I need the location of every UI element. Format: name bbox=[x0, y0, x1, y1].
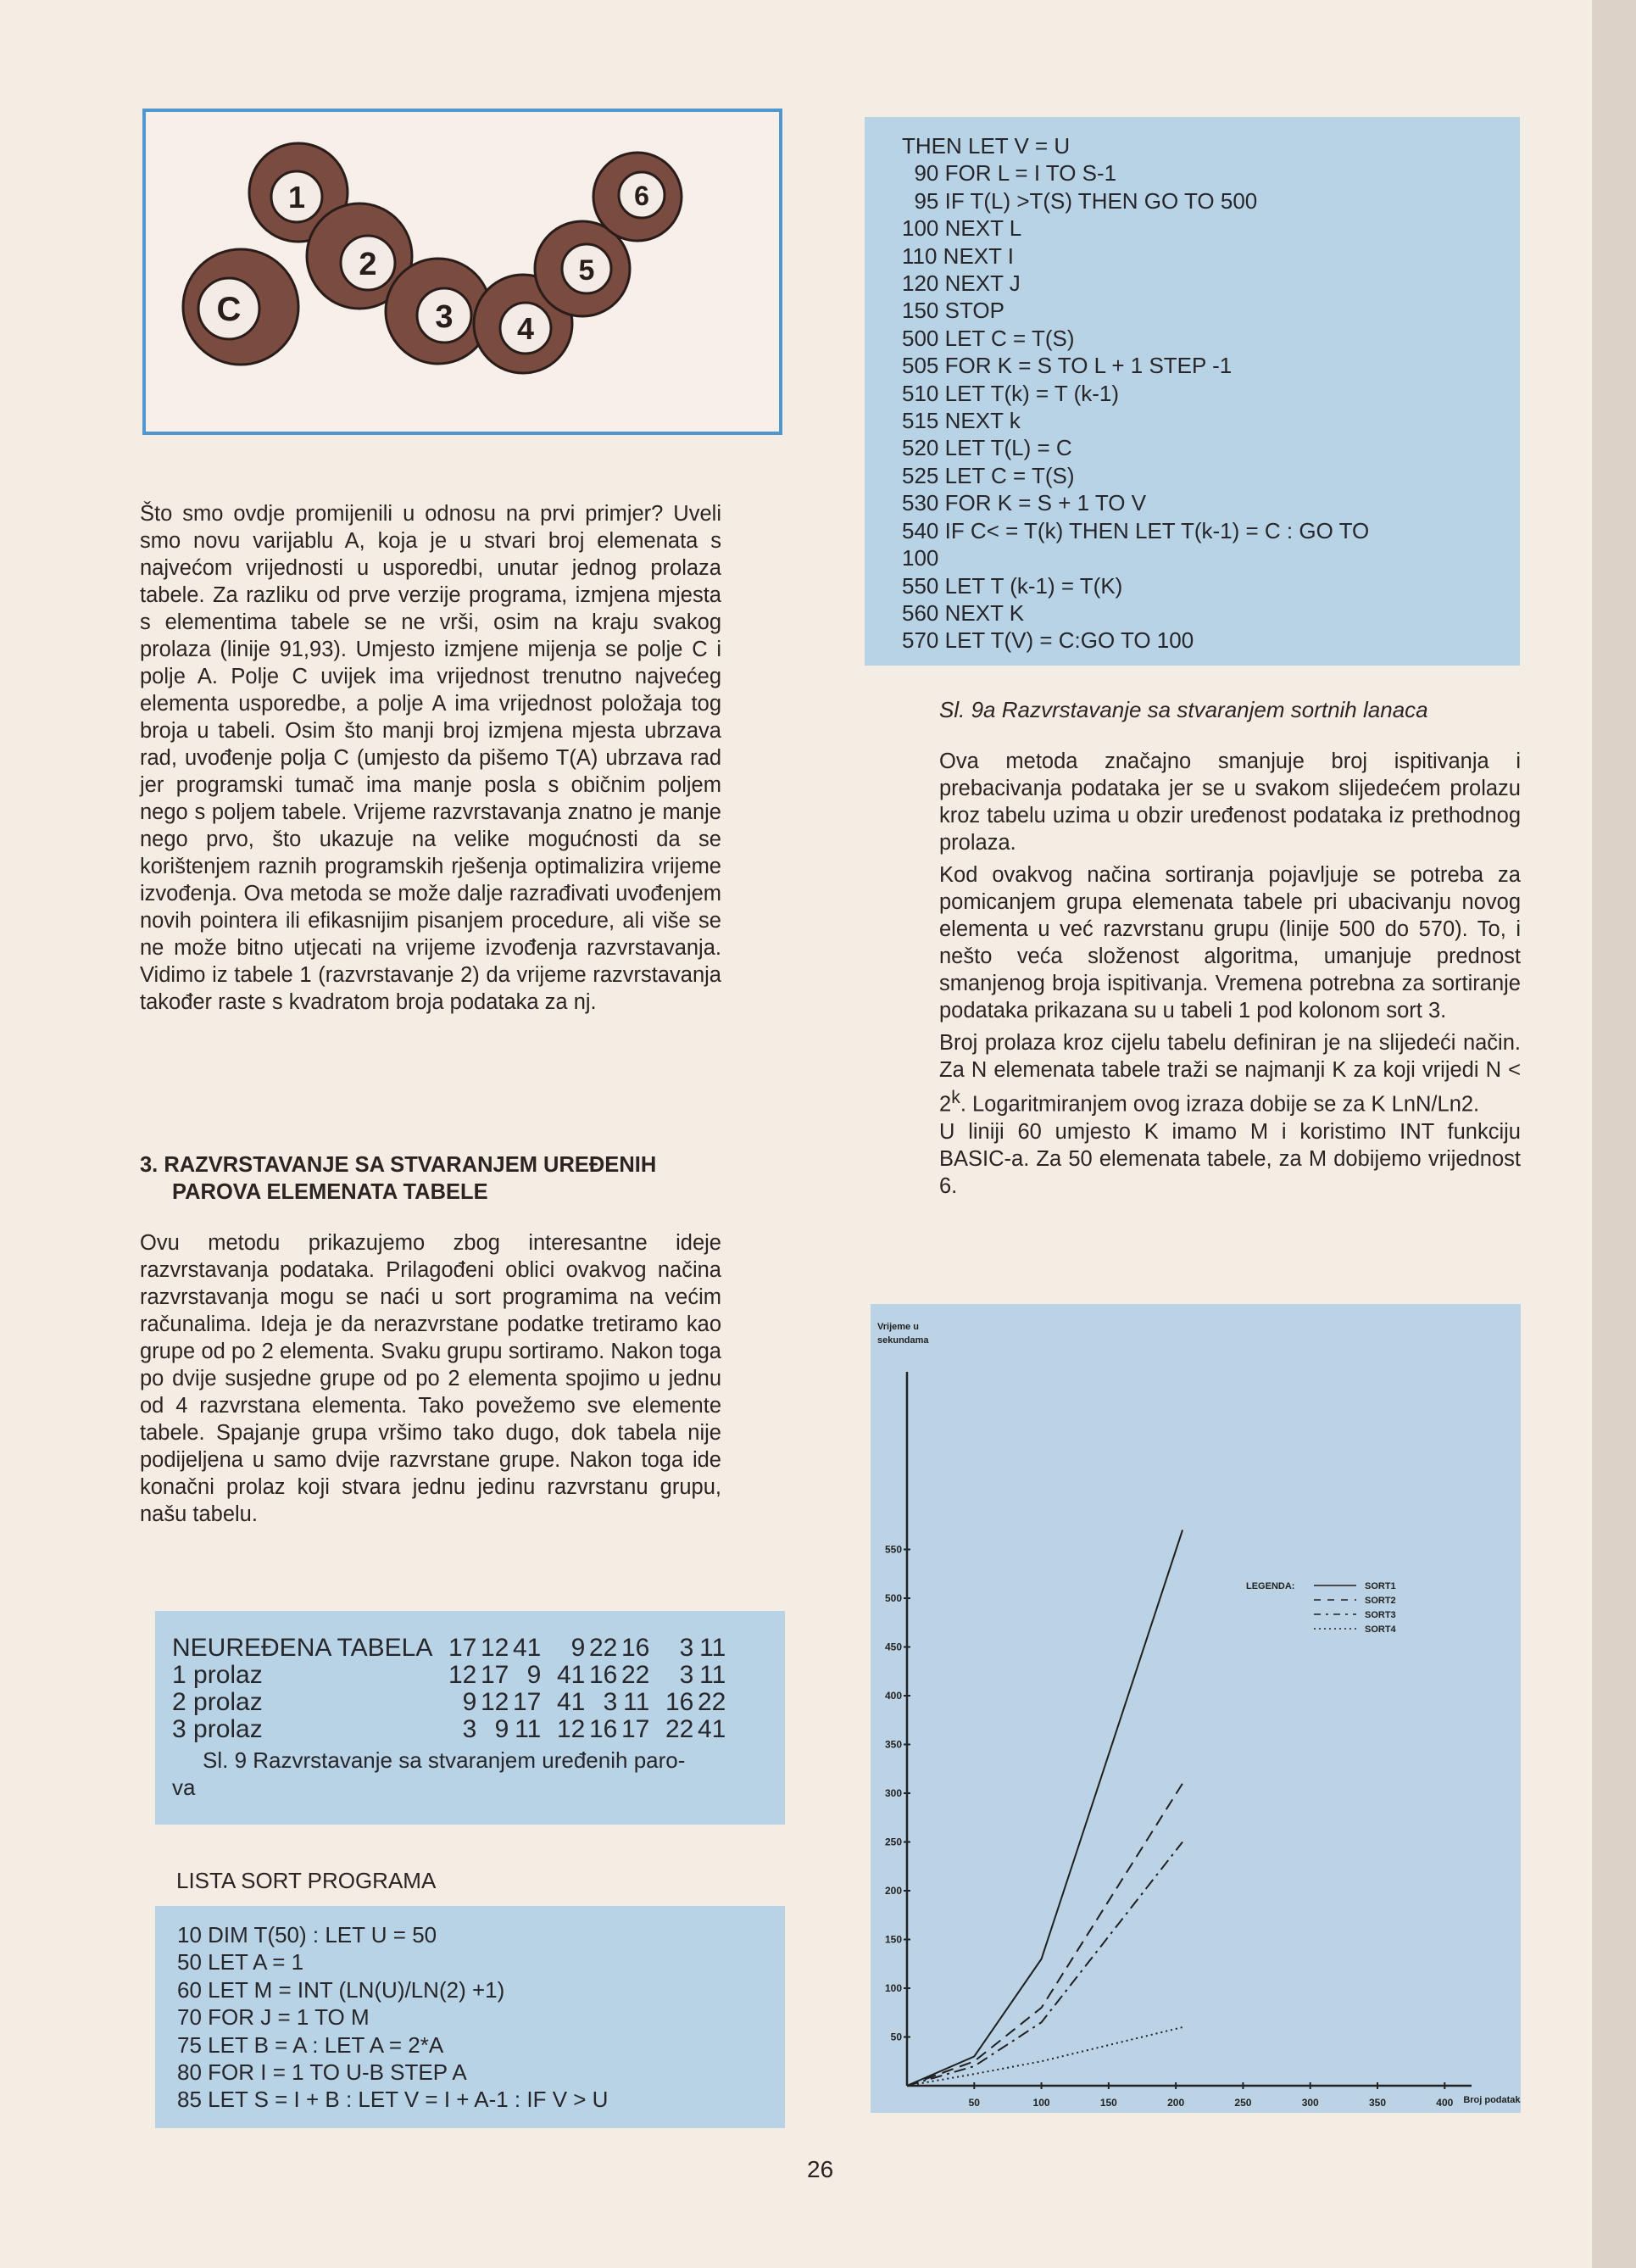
sort-table-row bbox=[172, 1662, 726, 1689]
sort-table-box bbox=[155, 1611, 785, 1825]
x-tick-label: 300 bbox=[1301, 2097, 1319, 2109]
y-tick-label: 200 bbox=[884, 1885, 902, 1897]
right-code-box bbox=[865, 117, 1520, 666]
sort-table-cell: 11 bbox=[515, 1715, 542, 1743]
sort-table-cell: 17 bbox=[512, 1688, 542, 1716]
y-tick-label: 500 bbox=[884, 1592, 902, 1604]
sort-table-cell: 12 bbox=[448, 1661, 477, 1689]
sort-table-cell: 11 bbox=[623, 1688, 650, 1716]
right-code-line: 510 LET T(k) = T (k-1) bbox=[902, 380, 1120, 406]
chart-svg bbox=[871, 1304, 1521, 2113]
legend-title: LEGENDA: bbox=[1246, 1581, 1295, 1591]
left-code-line: 60 LET M = INT (LN(U)/LN(2) +1) bbox=[177, 1976, 505, 2003]
sort-table-row bbox=[172, 1689, 726, 1716]
right-code-line: 525 LET C = T(S) bbox=[902, 462, 1075, 488]
sort-table-row bbox=[172, 1716, 726, 1743]
sort-table-row-label: 3 prolaz bbox=[172, 1715, 263, 1743]
right-code-line: 500 LET C = T(S) bbox=[902, 325, 1075, 351]
sort-table-cell: 17 bbox=[480, 1661, 509, 1689]
right-code-line: 515 NEXT k bbox=[902, 408, 1021, 434]
sort-table-cell: 3 bbox=[679, 1634, 694, 1662]
right-code-line: 150 STOP bbox=[902, 298, 1004, 324]
y-tick-label: 400 bbox=[884, 1690, 902, 1702]
svg-text:5: 5 bbox=[578, 254, 595, 287]
figure-9a-caption: Sl. 9a Razvrstavanje sa stvaranjem sortnih lanaca bbox=[939, 697, 1428, 722]
x-tick-label: 400 bbox=[1436, 2097, 1454, 2109]
right-text bbox=[939, 748, 1521, 1205]
legend-entry: SORT3 bbox=[1365, 1610, 1396, 1620]
section-heading bbox=[140, 1151, 750, 1206]
sort-table-cell: 16 bbox=[588, 1661, 618, 1689]
sort-table-caption bbox=[172, 1747, 770, 1801]
y-tick-label: 150 bbox=[884, 1933, 902, 1946]
page-number: 26 bbox=[807, 2156, 834, 2182]
sort-table-cell: 12 bbox=[556, 1715, 586, 1743]
y-tick-label: 300 bbox=[884, 1787, 902, 1799]
legend-entry: SORT1 bbox=[1365, 1581, 1396, 1591]
x-tick-label: 200 bbox=[1167, 2097, 1185, 2109]
right-code-line: 95 IF T(L) >T(S) THEN GO TO 500 bbox=[902, 187, 1258, 214]
svg-text:1: 1 bbox=[287, 180, 306, 215]
sort-table-cell: 3 bbox=[679, 1661, 694, 1689]
x-tick-label: 250 bbox=[1234, 2097, 1252, 2109]
sort-table-cell: 12 bbox=[480, 1688, 509, 1716]
x-tick-label: 50 bbox=[968, 2097, 980, 2109]
left-code-line: 85 LET S = I + B : LET V = I + A-1 : IF V > U bbox=[177, 2087, 609, 2113]
svg-text:3: 3 bbox=[435, 299, 454, 335]
intro-paragraph: Što smo ovdje promijenili u odnosu na prvi primjer? Uveli smo novu varijablu A, koja je u stvari broj elemenata s najvećom vrijednosti u usporedbi, unutar jednog prolaza tabele. Za razliku od prve verzije programa, izmjena mjesta s elementima tabele se ne vrši, osim na kraju svakog prolaza (linije 91,93). Umjesto izmjene mijenja se polje C i polje A. Polje C uvijek ima vrijednost trenutno najvećeg elementa usporedbe, a polje A ima vrijednost položaja tog broja u tabeli. Osim što manji broj izmjena mjesta ubrzava rad, uvođenje polja C (umjesto da pišemo T(A) ubrzava rad jer programski tumač ima manje posla s običnim poljem nego s poljem tabele. Vrijeme razvrstavanja znatno je manje nego prvo, što ukazuje na velike mogućnosti da se korištenjem raznih programskih rješenja optimalizira vrijeme izvođenja. Ova metoda se može dalje razrađivati uvođenjem novih pointera ili efikasnijim pisanjem procedure, ali više se ne može bitno utjecati na vrijeme izvođenja razvrstavanja. Vidimo iz tabele 1 (razvrstavanje 2) da vrijeme razvrstavanja također raste s kvadratom broja podataka za nj. bbox=[140, 502, 721, 1014]
left-code-line: 50 LET A = 1 bbox=[177, 1949, 304, 1975]
section-heading-line2: PAROVA ELEMENATA TABELE bbox=[172, 1180, 488, 1204]
left-code-line: 70 FOR J = 1 TO M bbox=[177, 2004, 370, 2031]
sort-table-cell: 17 bbox=[620, 1715, 650, 1743]
svg-text:2: 2 bbox=[359, 247, 377, 282]
right-paragraph-3a: Broj prolaza kroz cijelu tabelu definiran je na slijedeći način. Za N elemenata tabele traži se najmanji K za koji vrijedi N < 2 bbox=[939, 1031, 1521, 1117]
svg-text:6: 6 bbox=[634, 181, 649, 211]
sort-table-cell: 3 bbox=[603, 1688, 618, 1716]
right-code-line: 520 LET T(L) = C bbox=[902, 435, 1072, 461]
x-tick-label: 350 bbox=[1368, 2097, 1387, 2109]
y-tick-label: 350 bbox=[884, 1738, 902, 1751]
adjacent-page-edge bbox=[1592, 0, 1636, 2268]
sort-table-cell: 9 bbox=[526, 1661, 542, 1689]
right-code-line: 100 NEXT L bbox=[902, 215, 1022, 242]
sort-table-cell: 12 bbox=[480, 1634, 509, 1662]
right-code-line: 540 IF C< = T(k) THEN LET T(k-1) = C : GO TO bbox=[902, 517, 1370, 543]
y-axis-label: Vrijeme u sekundama bbox=[877, 1322, 929, 1346]
svg-text:4: 4 bbox=[516, 311, 535, 346]
right-code-line: 100 bbox=[902, 545, 939, 571]
x-tick-label: 150 bbox=[1099, 2097, 1117, 2109]
right-paragraph-4: U liniji 60 umjesto K imamo M i koristimo INT funkciju BASIC-a. Za 50 elemenata tabele, za M dobijemo vrijednost 6. bbox=[939, 1119, 1521, 1198]
right-paragraph-1: Ova metoda značajno smanjuje broj ispitivanja i prebacivanja podataka jer se u svakom slijedećem prolazu kroz tabelu uzima u obzir uređenost podataka iz prethodnog prolaza. bbox=[939, 749, 1521, 855]
sort-table-cell: 16 bbox=[588, 1715, 618, 1743]
sort-table-cell: 17 bbox=[448, 1634, 477, 1662]
section-heading-line1: 3. RAZVRSTAVANJE SA STVARANJEM UREĐENIH bbox=[140, 1153, 657, 1177]
illustration-frame bbox=[142, 109, 782, 435]
legend-entry: SORT2 bbox=[1365, 1596, 1396, 1606]
right-code-line: 505 FOR K = S TO L + 1 STEP -1 bbox=[902, 353, 1233, 379]
sort-table-cell: 9 bbox=[494, 1715, 509, 1743]
sort-table-cell: 22 bbox=[665, 1715, 694, 1743]
sort-table-cell: 16 bbox=[620, 1634, 650, 1662]
sort-table-cell: 22 bbox=[697, 1688, 726, 1716]
sort-table-cell: 16 bbox=[665, 1688, 694, 1716]
left-code-line: 10 DIM T(50) : LET U = 50 bbox=[177, 1922, 437, 1948]
sort-table-cell: 41 bbox=[556, 1661, 586, 1689]
right-code-line: 110 NEXT I bbox=[902, 242, 1014, 269]
right-code-line: 90 FOR L = I TO S-1 bbox=[902, 160, 1117, 187]
right-code-line: 530 FOR K = S + 1 TO V bbox=[902, 490, 1147, 516]
section-paragraph: Ovu metodu prikazujemo zbog interesantne ideje razvrstavanja podataka. Prilagođeni oblici ovakvog načina razvrstavanja mogu se naći u sort programima na većim računalima. Ideja je da nerazvrstane podatke tretiramo kao grupe od po 2 elementa. Svaku grupu sortiramo. Nakon toga po dvije susjedne grupe od po 2 elementa spojimo u jednu od 4 razvrstana elementa. Tako povežemo sve elemente tabele. Spajanje grupa vršimo tako dugo, dok tabela nije podijeljena u samo dvije razvrstane grupe. Nakon toga ide konačni prolaz koji stvara jednu jedinu razvrstanu grupu, našu tabelu. bbox=[140, 1231, 721, 1526]
right-code-line: 120 NEXT J bbox=[902, 270, 1021, 297]
series-line-sort3 bbox=[907, 1842, 1182, 2087]
series-line-sort4 bbox=[907, 2027, 1182, 2086]
sort-table-cell: 11 bbox=[699, 1634, 726, 1662]
right-code-line: 550 LET T (k-1) = T(K) bbox=[902, 572, 1123, 599]
legend-entry: SORT4 bbox=[1365, 1624, 1396, 1635]
right-code-line: THEN LET V = U bbox=[902, 133, 1071, 159]
sort-passes-table bbox=[172, 1635, 726, 1743]
sort-time-chart bbox=[871, 1304, 1521, 2113]
sort-table-cell: 22 bbox=[588, 1634, 618, 1662]
sort-table-row bbox=[172, 1635, 726, 1662]
left-code-box bbox=[155, 1906, 785, 2128]
sort-table-row-label: 1 prolaz bbox=[172, 1661, 263, 1689]
series-line-sort2 bbox=[907, 1784, 1182, 2087]
sort-table-cell: 9 bbox=[462, 1688, 477, 1716]
sort-table-caption-line1: Sl. 9 Razvrstavanje sa stvaranjem uređenih paro- bbox=[203, 1747, 686, 1773]
sort-table-cell: 41 bbox=[697, 1715, 726, 1743]
right-code-line: 570 LET T(V) = C:GO TO 100 bbox=[902, 627, 1194, 654]
svg-text:C: C bbox=[216, 291, 242, 328]
x-axis-label: Broj podataka bbox=[1463, 2095, 1521, 2105]
sort-table-cell: 41 bbox=[556, 1688, 586, 1716]
right-code-line: 560 NEXT K bbox=[902, 599, 1025, 626]
y-tick-label: 100 bbox=[884, 1982, 902, 1994]
left-code-line: 75 LET B = A : LET A = 2*A bbox=[177, 2031, 444, 2058]
sort-table-cell: 9 bbox=[570, 1634, 586, 1662]
sort-table-cell: 11 bbox=[699, 1661, 726, 1689]
left-code-line: 80 FOR I = 1 TO U-B STEP A bbox=[177, 2059, 467, 2086]
series-line-sort1 bbox=[907, 1530, 1182, 2087]
right-paragraph-2: Kod ovakvog načina sortiranja pojavljuje se potreba za pomicanjem grupa elemenata tabele pri ubacivanju novog elementa u već razvrstanu grupu (linije 500 do 570). To, i nešto veća složenost algoritma, umanjuje prednost smanjenog broja ispitivanja. Vremena potrebna za sortiranje podataka prikazana su u tabeli 1 pod kolonom sort 3. bbox=[939, 863, 1521, 1023]
sort-table-cell: 3 bbox=[462, 1715, 477, 1743]
y-tick-label: 450 bbox=[884, 1641, 902, 1653]
right-paragraph-3 bbox=[939, 1029, 1521, 1118]
sort-table-row-label: NEUREĐENA TABELA bbox=[172, 1634, 433, 1662]
sort-table-cell: 22 bbox=[620, 1661, 650, 1689]
sort-table-row-label: 2 prolaz bbox=[172, 1688, 263, 1716]
sort-table-cell: 41 bbox=[512, 1634, 542, 1662]
right-paragraph-3b: . Logaritmiranjem ovog izraza dobije se za K LnN/Ln2. bbox=[960, 1092, 1480, 1117]
y-tick-label: 250 bbox=[884, 1836, 902, 1848]
x-tick-label: 100 bbox=[1032, 2097, 1050, 2109]
program-title: LISTA SORT PROGRAMA bbox=[176, 1868, 437, 1893]
y-tick-label: 550 bbox=[884, 1543, 902, 1556]
numbered-balls-illustration bbox=[146, 112, 779, 432]
y-tick-label: 50 bbox=[890, 2031, 902, 2043]
sort-table-caption-line2: va bbox=[172, 1775, 196, 1800]
right-paragraph-3-sup: k bbox=[951, 1087, 960, 1107]
